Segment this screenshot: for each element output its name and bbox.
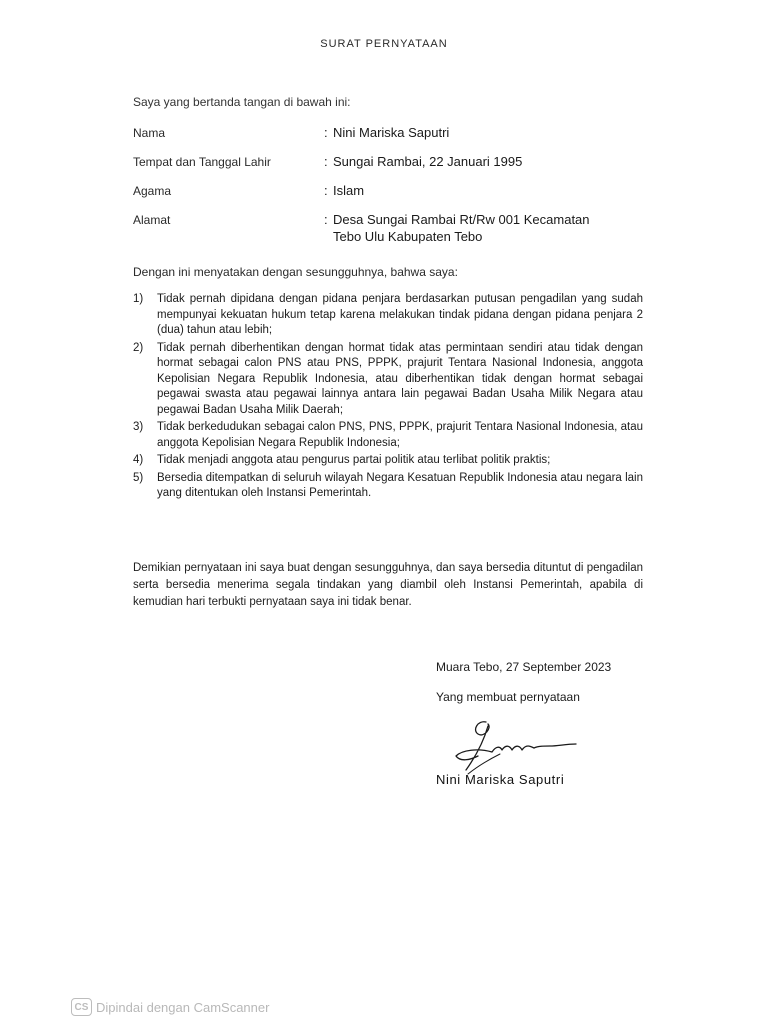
- field-label: Nama: [133, 126, 166, 140]
- field-value: [324, 124, 654, 141]
- camscanner-logo-icon: CS: [71, 998, 92, 1016]
- watermark-text: Dipindai dengan CamScanner: [96, 999, 270, 1015]
- field-value-continuation: Tebo Ulu Kabupaten Tebo: [333, 229, 483, 244]
- statement-item: [133, 341, 643, 419]
- statement-number: 4): [133, 454, 144, 466]
- document-title: SURAT PERNYATAAN: [320, 38, 448, 50]
- field-label: Tempat dan Tanggal Lahir: [133, 155, 271, 169]
- field-label: Agama: [133, 184, 172, 198]
- closing-paragraph: Demikian pernyataan ini saya buat dengan sesungguhnya, dan saya bersedia dituntut di pengadilan serta bersedia menerima segala tindakan yang diambil oleh Instansi Pemerintah, apabila di kemudian hari terbukti pernyataan saya ini tidak benar.: [133, 562, 643, 608]
- field-value: [324, 153, 654, 170]
- field-value-text: Desa Sungai Rambai Rt/Rw 001 Kecamatan: [333, 212, 590, 227]
- colon: :: [324, 154, 328, 169]
- colon: :: [324, 125, 328, 140]
- signer-name: Nini Mariska Saputri: [436, 772, 565, 787]
- camscanner-watermark: [71, 995, 269, 1019]
- statement-number: 3): [133, 421, 144, 433]
- field-value-text: Nini Mariska Saputri: [333, 125, 450, 140]
- statement-text: Tidak pernah diberhentikan dengan hormat tidak atas permintaan sendiri atau tidak dengan hormat sebagai calon PNS atau PNS, PPPK, prajurit Tentara Nasional Indonesia, anggota Kepolisian Negara Republik Indonesia, atau diberhentikan tidak dengan hormat sebagai pegawai swasta atau pegawai lainnya antara lain pegawai Badan Usaha Milik Negara atau pegawai Badan Usaha Milik Daerah;: [157, 341, 643, 416]
- field-value-text: Islam: [333, 183, 365, 198]
- maker-label: Yang membuat pernyataan: [436, 690, 580, 704]
- statement-text: Tidak menjadi anggota atau pengurus partai politik atau terlibat politik praktis;: [157, 454, 551, 466]
- declaration-text: Dengan ini menyatakan dengan sesungguhnya, bahwa saya:: [133, 265, 458, 279]
- statement-item: [133, 471, 643, 502]
- place-date: Muara Tebo, 27 September 2023: [436, 660, 612, 674]
- statement-number: 2): [133, 341, 144, 354]
- intro-text: Saya yang bertanda tangan di bawah ini:: [133, 95, 351, 109]
- statement-item: [133, 420, 643, 451]
- field-value: [324, 182, 654, 199]
- colon: :: [324, 183, 328, 198]
- statement-list: [133, 292, 643, 504]
- field-label: Alamat: [133, 213, 171, 227]
- handwritten-signature: [448, 716, 598, 778]
- statement-item: [133, 292, 643, 339]
- statement-text: Bersedia ditempatkan di seluruh wilayah Negara Kesatuan Republik Indonesia atau negara lain yang ditentukan oleh Instansi Pemerintah.: [157, 471, 643, 499]
- statement-text: Tidak berkedudukan sebagai calon PNS, PNS, PPPK, prajurit Tentara Nasional Indonesia, atau anggota Kepolisian Negara Republik Indonesia;: [157, 421, 643, 449]
- field-value-text: Sungai Rambai, 22 Januari 1995: [333, 154, 523, 169]
- field-value: [324, 211, 654, 245]
- statement-text: Tidak pernah dipidana dengan pidana penjara berdasarkan putusan pengadilan yang sudah mempunyai kekuatan hukum tetap karena melakukan tindak pidana dengan pidana penjara 2 (dua) tahun atau lebih;: [157, 293, 643, 336]
- statement-item: [133, 453, 643, 469]
- colon: :: [324, 212, 328, 227]
- statement-number: 5): [133, 471, 144, 484]
- statement-number: 1): [133, 293, 144, 305]
